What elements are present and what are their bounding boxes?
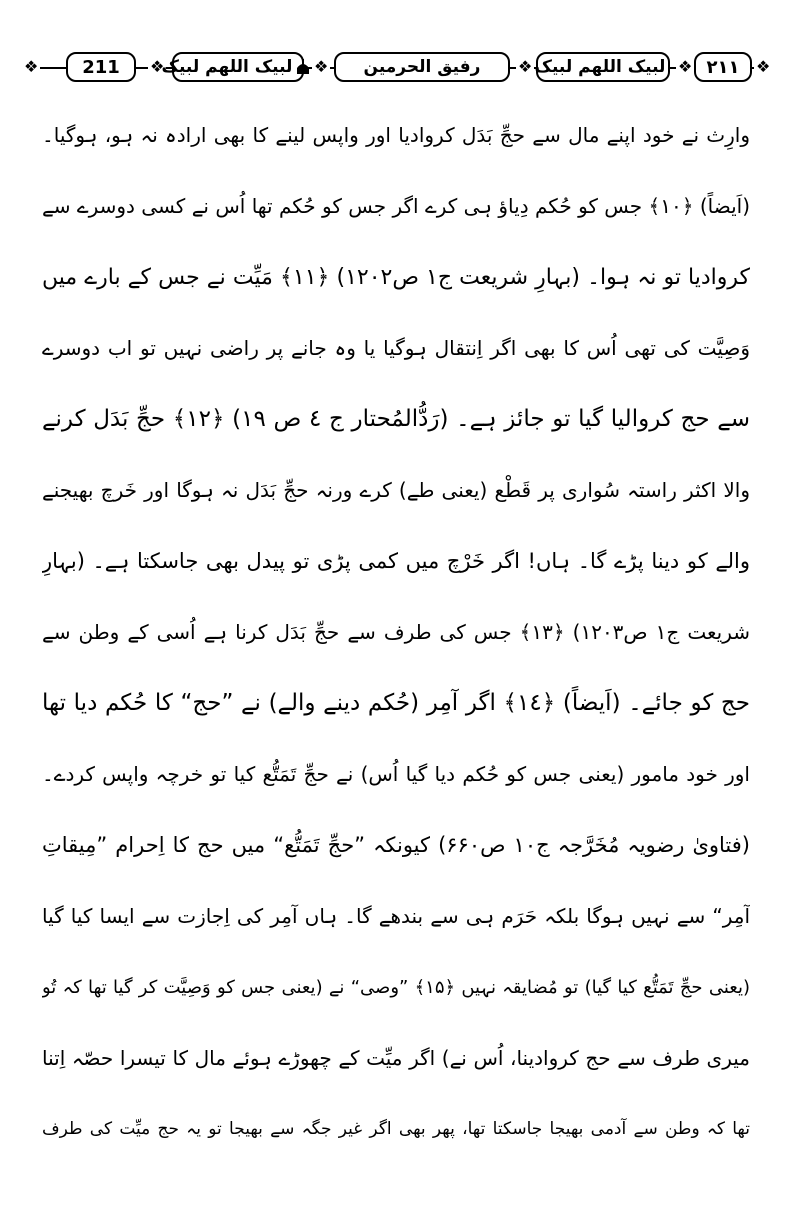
header-label-left	[161, 52, 304, 82]
text-line: کروادیا تو نہ ہوا۔ (بہارِ شریعت ج۱ ص۱۲۰۲) ﴿۱۱﴾ مَیِّت نے جس کے بارے میں	[42, 265, 750, 290]
page-number-arabic: ۲۱۱	[694, 52, 752, 82]
mosque-icon	[295, 59, 311, 75]
ornament-icon: ❖	[314, 57, 329, 76]
text-line: تھا کہ وطن سے آدمی بھیجا جاسکتا تھا، پھر بھی اگر غیر جگہ سے بھیجا تو یہ حج میِّت کی طرف	[42, 1119, 750, 1139]
text-line: وارِث نے خود اپنے مال سے حجِّ بَدَل کروادیا اور واپس لینے کا بھی ارادہ نہ ہو، ہوگیا۔	[42, 123, 750, 147]
header-label-right-text: لبیک اللھم لبیک	[534, 57, 666, 77]
text-line: شریعت ج۱ ص۱۲۰۳) ﴿۱۳﴾ جس کی طرف سے حجِّ بَدَل کرنا ہے اُسی کے وطن سے	[42, 620, 750, 644]
header-label-left-text: لبیک اللھم لبیک	[161, 57, 293, 77]
ornament-icon: ❖	[518, 57, 533, 76]
header-label-right	[536, 52, 670, 82]
text-line: والا اکثر راستہ سُواری پر قَطْع (یعنی طے) کرے ورنہ حجِّ بَدَل نہ ہوگا اور خَرچ بھیجنے	[42, 478, 750, 502]
text-line: والے کو دینا پڑے گا۔ ہاں! اگر خَرْچ میں کمی پڑی تو پیدل بھی جاسکتا ہے۔ (بہارِ	[42, 549, 750, 573]
text-line: اور خود مامور (یعنی جس کو حُکم دیا گیا اُس) نے حجِّ تَمَتُّع کیا تو خرچہ واپس کردے۔	[42, 762, 750, 786]
text-line: (اَیضاً) ﴿۱۰﴾ جس کو حُکم دِیاؤ ہی کرے اگر جس کو حُکم تھا اُس نے کسی دوسرے سے	[42, 194, 750, 218]
page-number-latin: 211	[66, 52, 136, 82]
text-line: (فتاویٰ رضویہ مُخَرَّجہ ج۱۰ ص۶۶۰) کیونکہ ”حجِّ تَمَتُّع“ میں حج کا اِحرام ”مِیقاتِ	[42, 833, 750, 857]
book-title: رفیق الحرمین	[334, 52, 510, 82]
page-header	[22, 48, 770, 88]
ornament-icon: ❖	[678, 57, 693, 76]
body-text	[42, 100, 750, 1165]
text-line: وَصِیَّت کی تھی اُس کا بھی اگر اِنتقال ہوگیا یا وہ جانے پر راضی نہیں تو اب دوسرے	[42, 336, 750, 360]
text-line: (یعنی حجِّ تَمَتُّع کیا گیا) تو مُضایقہ نہیں ﴿۱۵﴾ ”وصی“ نے (یعنی جس کو وَصِیَّت کر گیا تھا کہ تُو	[42, 977, 750, 998]
text-line: آمِر“ سے نہیں ہوگا بلکہ حَرَم ہی سے بندھے گا۔ ہاں آمِر کی اِجازت سے ایسا کیا گیا	[42, 904, 750, 928]
ornament-icon: ❖	[150, 57, 165, 76]
text-line: سے حج کروالیا گیا تو جائز ہے۔ (رَدُّالمُحتار ج ٤ ص ١٩) ﴿۱۲﴾ حجِّ بَدَل کرنے	[42, 406, 750, 432]
text-line: حج کو جائے۔ (اَیضاً) ﴿۱٤﴾ اگر آمِر (حُکم دینے والے) نے ”حج“ کا حُکم دیا تھا	[42, 690, 750, 716]
ornament-icon: ❖	[756, 57, 771, 76]
text-line: میری طرف سے حج کروادینا، اُس نے) اگر میِّت کے چھوڑے ہوئے مال کا تیسرا حصّہ اِتنا	[42, 1046, 750, 1070]
ornament-icon: ❖	[24, 57, 39, 76]
